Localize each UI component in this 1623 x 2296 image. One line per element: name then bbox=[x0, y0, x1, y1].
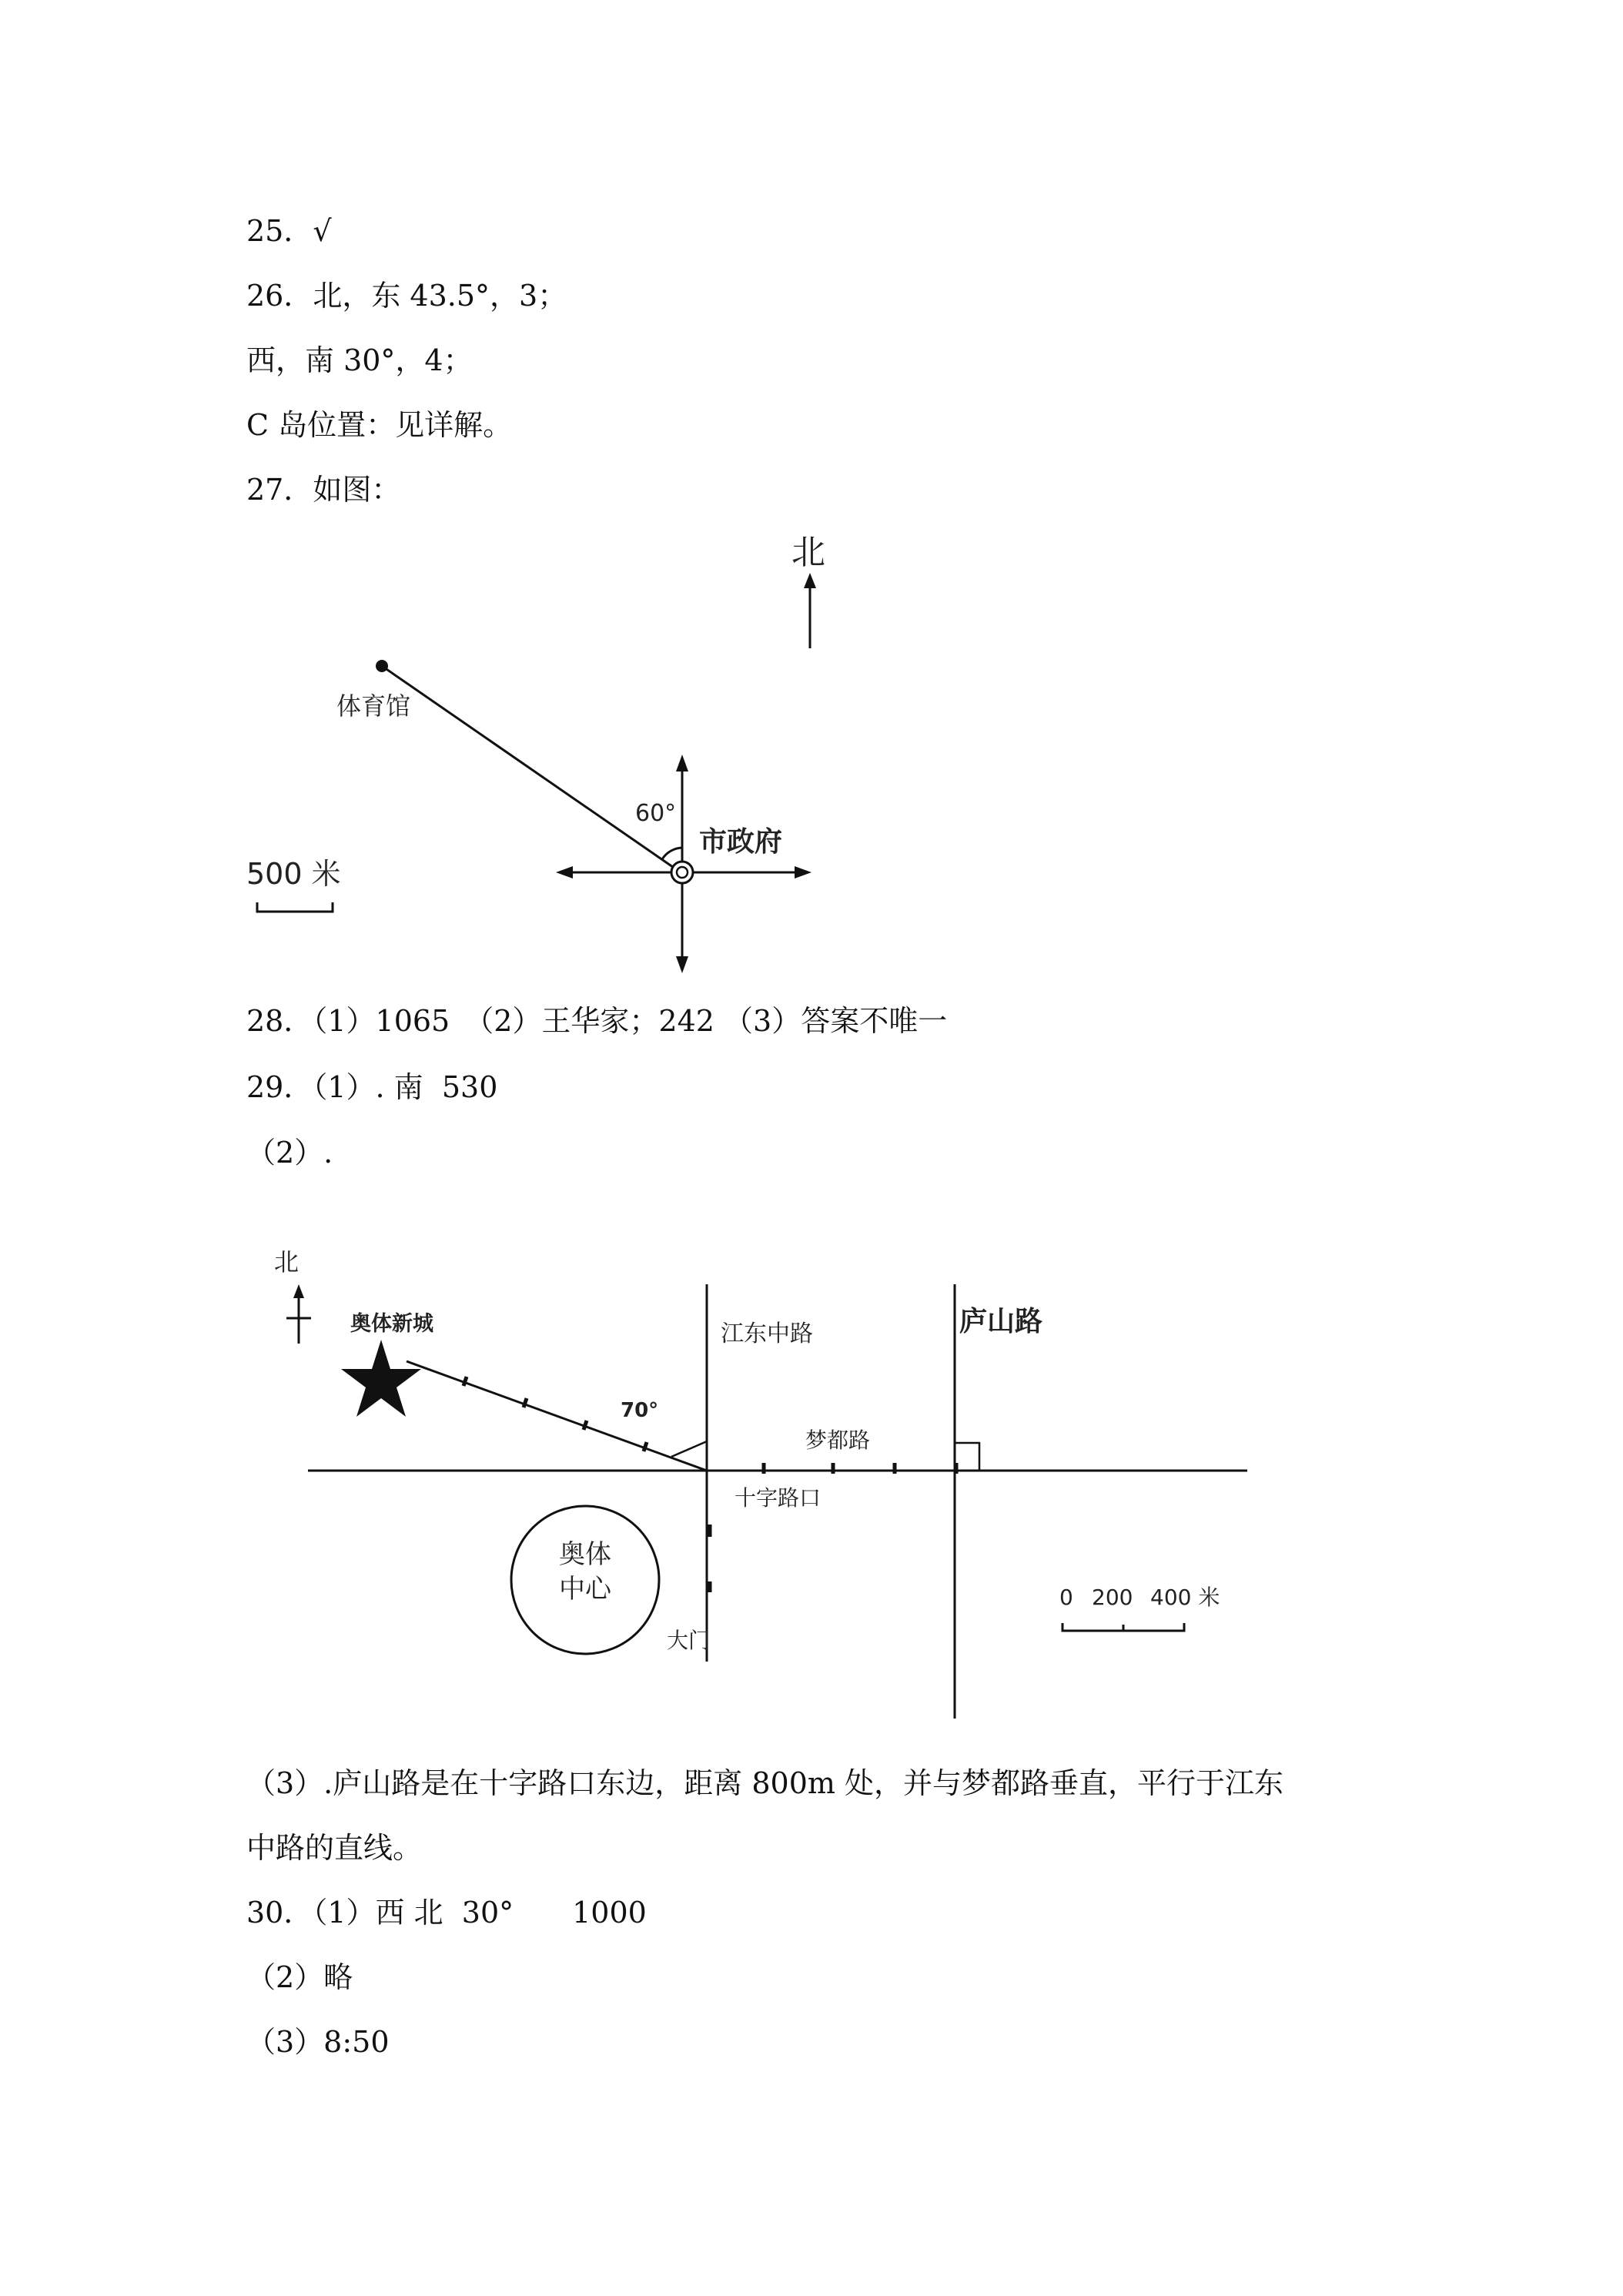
fig27-gym-line bbox=[382, 666, 681, 872]
fig29-crossroad-label: 十字路口 bbox=[735, 1485, 822, 1511]
fig27-north-arrow-head bbox=[804, 573, 816, 588]
answer-29-2: （2）. bbox=[246, 1136, 333, 1170]
fig27-gym-label: 体育馆 bbox=[336, 691, 411, 721]
answer-30-2: （2）略 bbox=[246, 1960, 353, 1994]
fig27-scale-label: 500 米 bbox=[246, 857, 341, 891]
answer-26-line3: C 岛位置：见详解。 bbox=[246, 408, 513, 442]
answer-29-3-line1: （3）.庐山路是在十字路口东边，距离 800m 处，并与梦都路垂直，平行于江东 bbox=[246, 1766, 1283, 1800]
fig27-down-arrow-head bbox=[676, 956, 688, 973]
fig29-angle-label: 70° bbox=[621, 1399, 659, 1422]
fig29-scale-label-0: 0 bbox=[1059, 1585, 1073, 1610]
fig27-north-label: 北 bbox=[791, 533, 825, 572]
fig29-tick-2 bbox=[524, 1398, 527, 1407]
fig29-aoti-line bbox=[407, 1361, 707, 1471]
fig29-aoti-xincheng-label: 奥体新城 bbox=[350, 1312, 433, 1336]
fig29-aoti-xincheng-star bbox=[341, 1340, 421, 1417]
answer-28: 28．（1）1065 （2）王华家；242 （3）答案不唯一 bbox=[246, 1004, 948, 1038]
answer-26-line1: 26．北，东 43.5°，3； bbox=[246, 279, 567, 313]
answer-27: 27．如图： bbox=[246, 473, 401, 507]
figure-29-map bbox=[0, 1201, 1623, 1740]
fig27-right-arrow-head bbox=[795, 866, 812, 879]
fig29-scale-label-400: 400 米 bbox=[1150, 1585, 1220, 1610]
fig29-tick-1 bbox=[463, 1377, 467, 1386]
fig29-north-arrow-head bbox=[293, 1284, 304, 1298]
fig29-jiangdong-road-label: 江东中路 bbox=[721, 1320, 813, 1347]
fig27-city-hall-outer bbox=[671, 862, 693, 883]
fig29-olympic-center-line1: 奥体 bbox=[559, 1539, 611, 1570]
answer-29-1: 29．（1）. 南 530 bbox=[246, 1070, 498, 1104]
fig29-right-angle-mark bbox=[955, 1443, 979, 1471]
fig27-scale-bar bbox=[257, 902, 333, 912]
figure-27-map bbox=[0, 0, 1623, 1001]
fig29-olympic-center-line2: 中心 bbox=[559, 1574, 611, 1605]
answer-30-3: （3）8:50 bbox=[246, 2025, 390, 2059]
answer-29-3-line2: 中路的直线。 bbox=[246, 1831, 423, 1865]
fig27-angle-label: 60° bbox=[635, 800, 677, 827]
fig29-scale-label-200: 200 bbox=[1092, 1585, 1133, 1610]
fig27-up-arrow-head bbox=[676, 755, 688, 771]
answer-25: 25．√ bbox=[246, 214, 332, 248]
fig29-angle-wedge bbox=[671, 1441, 707, 1471]
fig27-left-arrow-head bbox=[556, 866, 573, 879]
fig29-tick-3 bbox=[584, 1421, 587, 1430]
fig29-mengdu-road-label: 梦都路 bbox=[805, 1427, 871, 1453]
answer-26-line2: 西，南 30°，4； bbox=[246, 343, 473, 377]
fig27-angle-arc bbox=[662, 848, 682, 859]
answer-30-1: 30．（1）西 北 30° 1000 bbox=[246, 1896, 647, 1930]
fig29-lushan-road-label: 庐山路 bbox=[959, 1306, 1043, 1337]
fig27-city-hall-label: 市政府 bbox=[699, 826, 783, 858]
fig29-gate-label: 大门 bbox=[667, 1628, 711, 1653]
fig29-tick-4 bbox=[644, 1442, 647, 1451]
fig29-north-label: 北 bbox=[274, 1247, 300, 1277]
